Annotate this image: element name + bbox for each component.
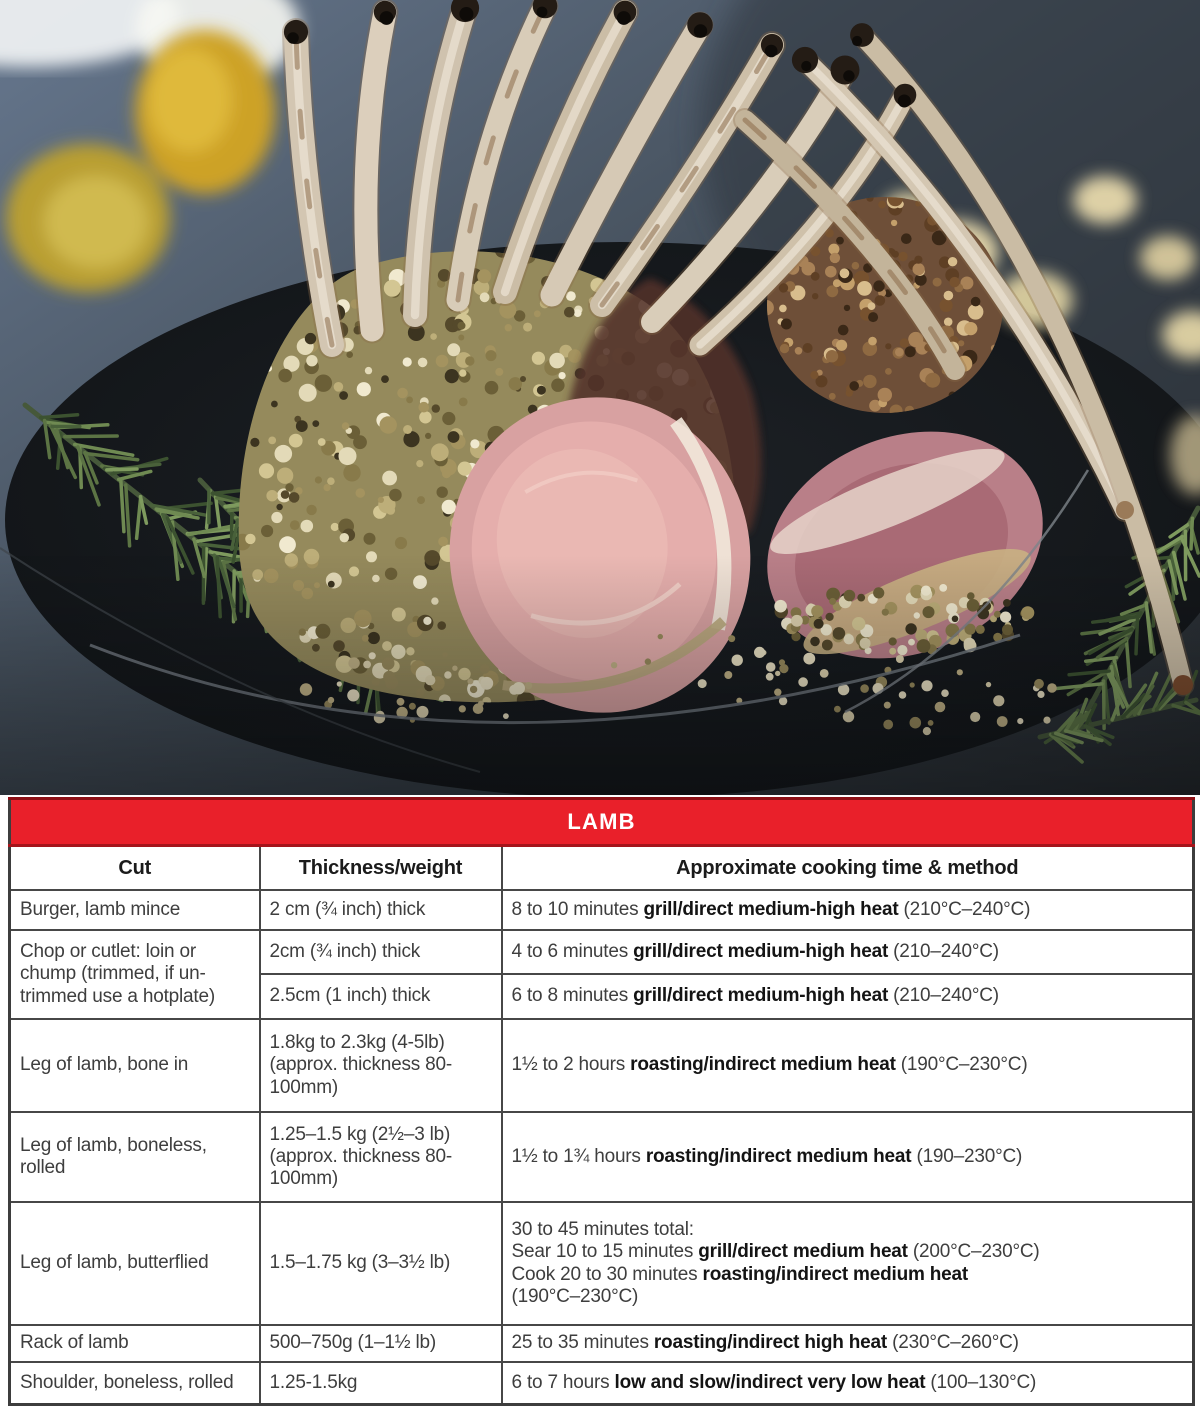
table-cell: 1.8kg to 2.3kg (4-5lb) (approx. thickness 80-100mm): [260, 1019, 502, 1112]
table-cell: Rack of lamb: [10, 1325, 260, 1362]
table-cell: 500–750g (1–1½ lb): [260, 1325, 502, 1362]
table-cell: 1.25-1.5kg: [260, 1362, 502, 1404]
col-header-cut: Cut: [10, 846, 260, 891]
table-row: [10, 1325, 1194, 1362]
table-cell: Burger, lamb mince: [10, 890, 260, 930]
table-cell: 1½ to 2 hours roasting/indirect medium heat (190°C–230°C): [502, 1019, 1194, 1112]
table-cell: 2cm (¾ inch) thick: [260, 930, 502, 974]
table-cell: 8 to 10 minutes grill/direct medium-high heat (210°C–240°C): [502, 890, 1194, 930]
table-cell: 6 to 7 hours low and slow/indirect very low heat (100–130°C): [502, 1362, 1194, 1404]
table-row: [10, 1019, 1194, 1112]
table-cell: Leg of lamb, bone in: [10, 1019, 260, 1112]
table-row: [10, 1362, 1194, 1404]
table-cell: Shoulder, boneless, rolled: [10, 1362, 260, 1404]
table-row: [10, 930, 1194, 974]
table-cell: 1.5–1.75 kg (3–3½ lb): [260, 1202, 502, 1325]
table-row: [10, 1202, 1194, 1325]
table-row: [10, 890, 1194, 930]
title-row: [10, 799, 1194, 846]
table-cell: 1½ to 1¾ hours roasting/indirect medium heat (190–230°C): [502, 1112, 1194, 1202]
table-row: [10, 1112, 1194, 1202]
table-cell: 6 to 8 minutes grill/direct medium-high heat (210–240°C): [502, 974, 1194, 1019]
table-cell: 30 to 45 minutes total: Sear 10 to 15 minutes grill/direct medium heat (200°C–230°C) Cook 20 to 30 minutes roasting/indirect medium heat (190°C–230°C): [502, 1202, 1194, 1325]
col-header-thickness-weight: Thickness/weight: [260, 846, 502, 891]
lamb-table-body: [10, 890, 1194, 1404]
table-cell: 2 cm (¾ inch) thick: [260, 890, 502, 930]
table-cell: 25 to 35 minutes roasting/indirect high heat (230°C–260°C): [502, 1325, 1194, 1362]
column-header-row: [10, 846, 1194, 891]
table-cell: 4 to 6 minutes grill/direct medium-high heat (210–240°C): [502, 930, 1194, 974]
table-title: LAMB: [10, 799, 1194, 846]
col-header-cooking-time-method: Approximate cooking time & method: [502, 846, 1194, 891]
table-cell: Chop or cutlet: loin or chump (trimmed, if un-trimmed use a hotplate): [10, 930, 260, 1019]
lamb-cooking-table: [8, 797, 1195, 1406]
table-cell: Leg of lamb, butterflied: [10, 1202, 260, 1325]
table-cell: Leg of lamb, boneless, rolled: [10, 1112, 260, 1202]
table-cell: 1.25–1.5 kg (2½–3 lb) (approx. thickness 80-100mm): [260, 1112, 502, 1202]
table-cell: 2.5cm (1 inch) thick: [260, 974, 502, 1019]
